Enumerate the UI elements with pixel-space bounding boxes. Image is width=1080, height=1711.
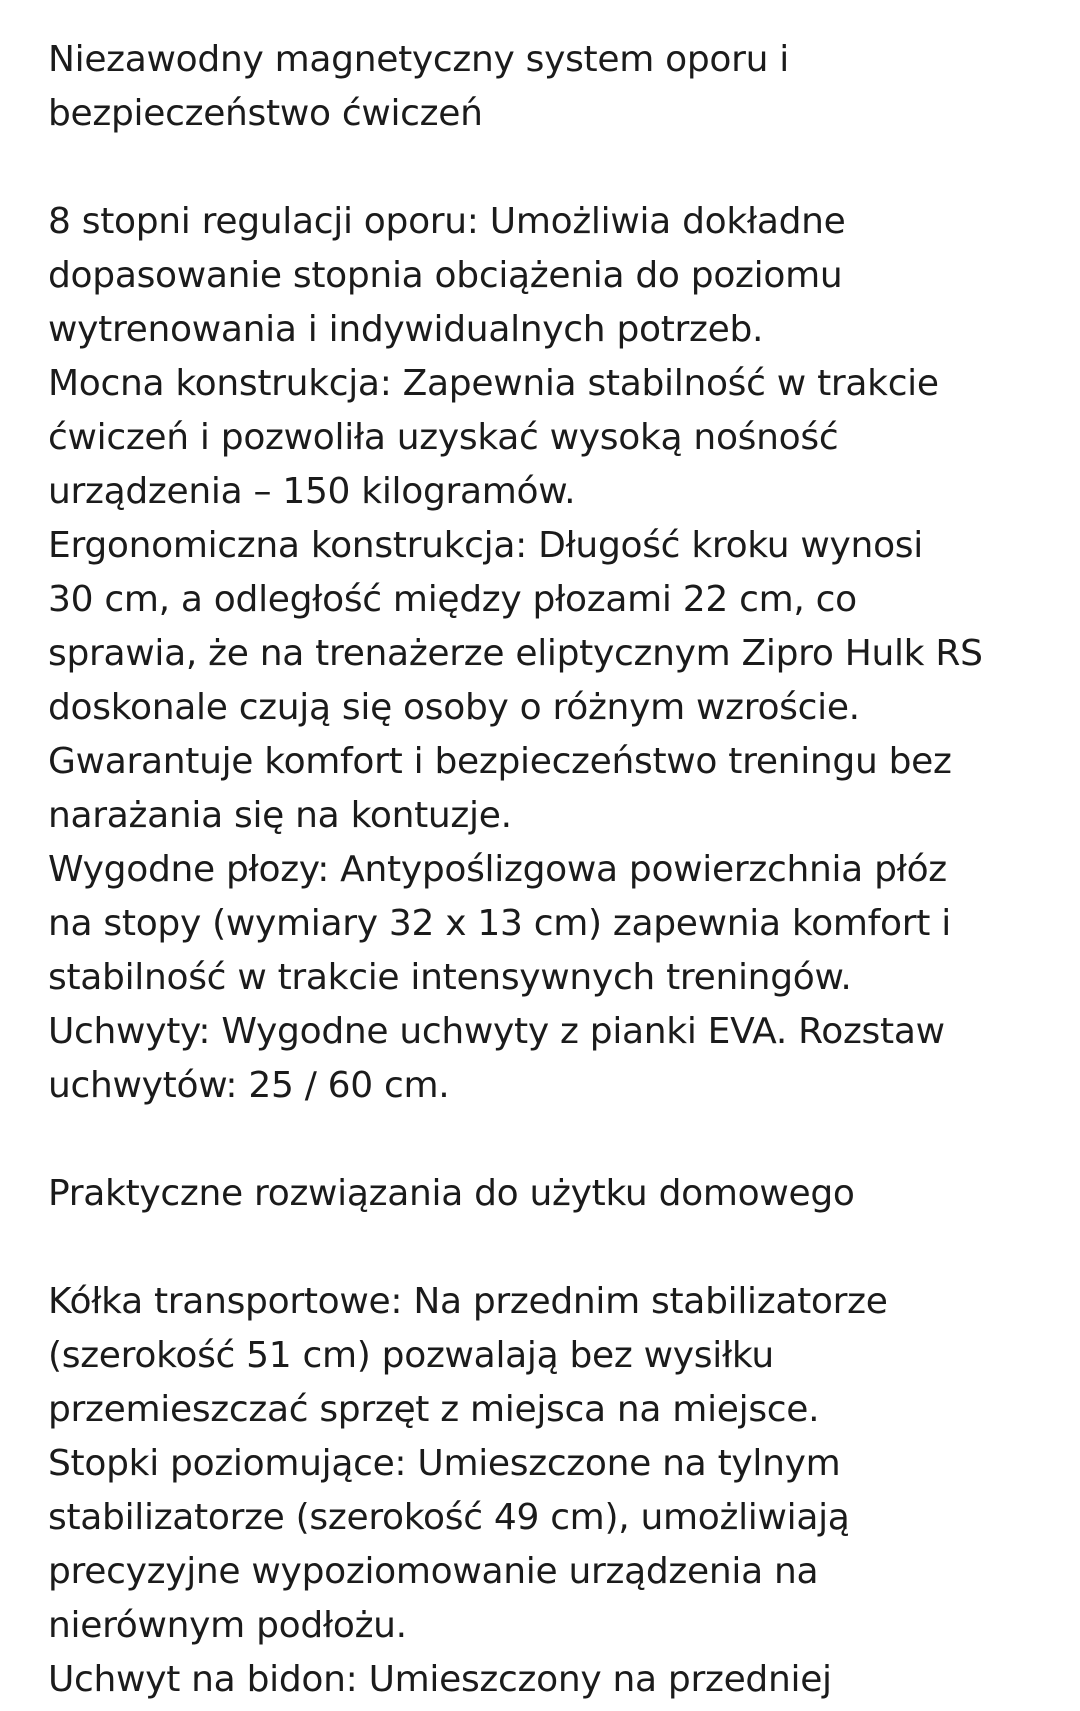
description-line: Gwarantuje komfort i bezpieczeństwo treningu bez [48, 741, 952, 782]
description-line: stabilizatorze (szerokość 49 cm), umożliwiają [48, 1497, 850, 1538]
description-line: urządzenia – 150 kilogramów. [48, 471, 576, 512]
description-line: nierównym podłożu. [48, 1605, 407, 1646]
product-description [48, 33, 1048, 1707]
description-line: Wygodne płozy: Antypoślizgowa powierzchnia płóz [48, 849, 947, 890]
section-heading: bezpieczeństwo ćwiczeń [48, 93, 483, 134]
description-line: stabilność w trakcie intensywnych treningów. [48, 957, 852, 998]
section-heading: Praktyczne rozwiązania do użytku domowego [48, 1173, 855, 1214]
description-line: 8 stopni regulacji oporu: Umożliwia dokładne [48, 201, 846, 242]
description-line: precyzyjne wypoziomowanie urządzenia na [48, 1551, 819, 1592]
description-line: ćwiczeń i pozwoliła uzyskać wysoką nośność [48, 417, 839, 458]
description-line: Mocna konstrukcja: Zapewnia stabilność w trakcie [48, 363, 939, 404]
description-line: Uchwyt na bidon: Umieszczony na przedniej [48, 1659, 832, 1700]
paragraph-spacer [48, 141, 1048, 195]
section-heading: Niezawodny magnetyczny system oporu i [48, 39, 789, 80]
paragraph-spacer [48, 1221, 1048, 1275]
description-line: sprawia, że na trenażerze eliptycznym Zipro Hulk RS [48, 633, 983, 674]
description-line: doskonale czują się osoby o różnym wzroście. [48, 687, 860, 728]
description-line: dopasowanie stopnia obciążenia do poziomu [48, 255, 843, 296]
description-line: na stopy (wymiary 32 x 13 cm) zapewnia komfort i [48, 903, 951, 944]
paragraph-spacer [48, 1113, 1048, 1167]
description-line: 30 cm, a odległość między płozami 22 cm, co [48, 579, 857, 620]
description-line: (szerokość 51 cm) pozwalają bez wysiłku [48, 1335, 774, 1376]
description-line: uchwytów: 25 / 60 cm. [48, 1065, 450, 1106]
description-line: Uchwyty: Wygodne uchwyty z pianki EVA. Rozstaw [48, 1011, 945, 1052]
description-line: wytrenowania i indywidualnych potrzeb. [48, 309, 764, 350]
description-line: Kółka transportowe: Na przednim stabilizatorze [48, 1281, 888, 1322]
description-line: przemieszczać sprzęt z miejsca na miejsce. [48, 1389, 820, 1430]
description-line: Ergonomiczna konstrukcja: Długość kroku wynosi [48, 525, 923, 566]
description-line: Stopki poziomujące: Umieszczone na tylnym [48, 1443, 841, 1484]
description-line: narażania się na kontuzje. [48, 795, 512, 836]
